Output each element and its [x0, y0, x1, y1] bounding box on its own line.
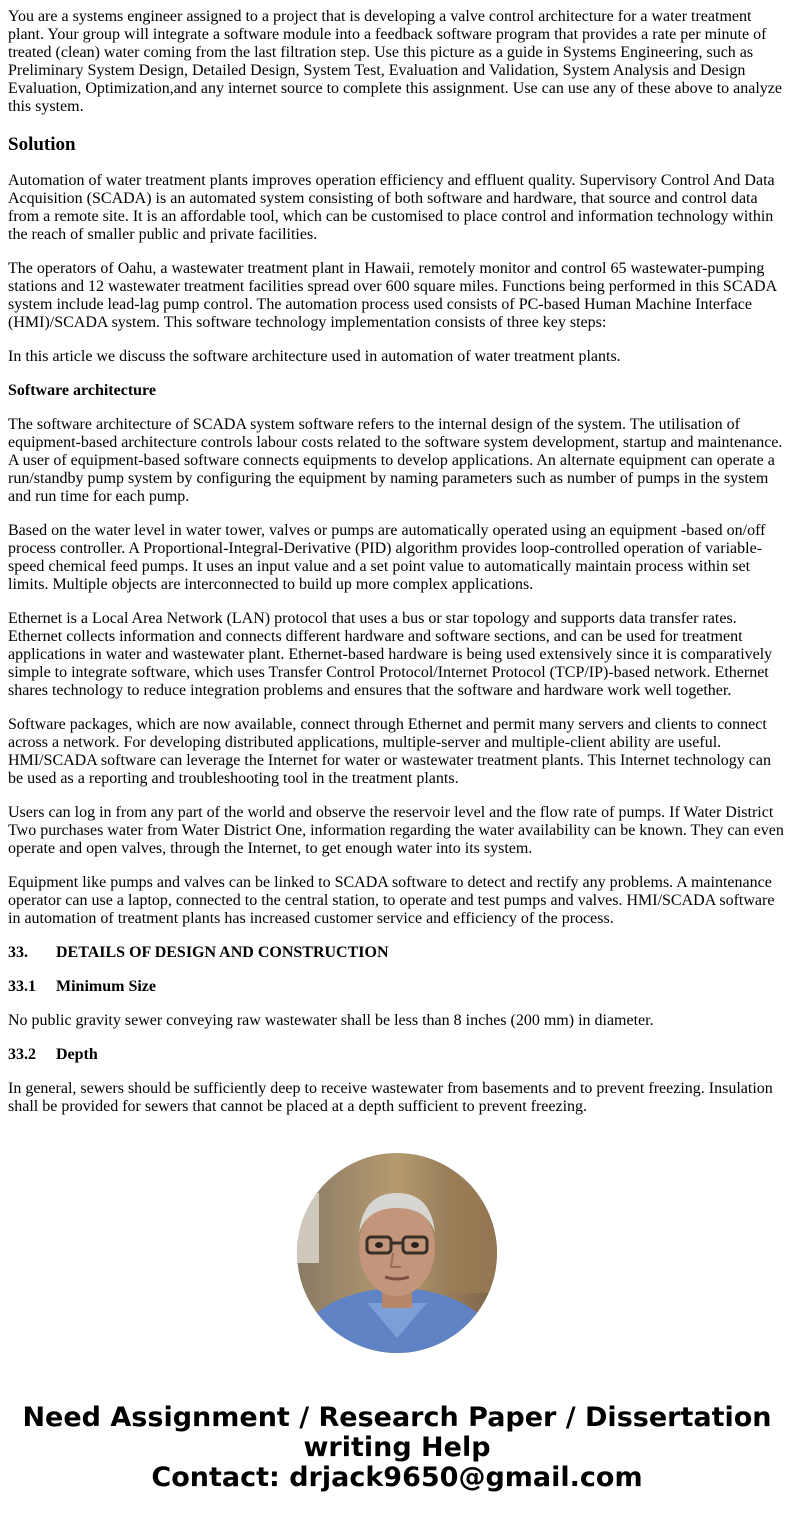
question-text: You are a systems engineer assigned to a project that is developing a valve control architecture for a water treatment plant. Your group will integrate a software module into a feedback software program that provides a rate per minute of treated (clean) water coming from the last filtration step. Use this picture as a guide in Systems Engineering, such as Preliminary System Design, Detailed Design, System Test, Evaluation and Validation, System Analysis and Design Evaluation, Optimization,and any internet source to complete this assignment. Use can use any of these above to analyze this system.	[8, 8, 782, 115]
promo-contact: Contact: drjack9650@gmail.com	[151, 1462, 643, 1493]
section-33-2-text: In general, sewers should be sufficiently deep to receive wastewater from basements and to prevent freezing. Insulation shall be provided for sewers that cannot be placed at a depth sufficient to prevent freezing.	[8, 1080, 773, 1115]
software-architecture-heading-text: Software architecture	[8, 382, 156, 399]
paragraph: Users can log in from any part of the world and observe the reservoir level and the flow rate of pumps. If Water District Two purchases water from Water District One, information regarding the water availability can be known. They can even operate and open valves, through the Internet, to get enough water into its system.	[8, 804, 784, 857]
promo-banner	[0, 1403, 794, 1493]
section-33-1-heading	[8, 978, 786, 996]
section-title: Minimum Size	[56, 978, 156, 995]
software-architecture-heading	[8, 382, 786, 400]
paragraph: Ethernet is a Local Area Network (LAN) protocol that uses a bus or star topology and supports data transfer rates. Ethernet collects information and connects different hardware and software sections, and can be used for treatment applications in water and wastewater plant. Ethernet-based hardware is being used extensively since it is comparatively simple to integrate software, which uses Transfer Control Protocol/Internet Protocol (TCP/IP)-based network. Ethernet shares technology to reduce integration problems and ensures that the software and hardware work well together.	[8, 610, 773, 699]
section-33-2-heading	[8, 1046, 786, 1064]
paragraph: Software packages, which are now available, connect through Ethernet and permit many servers and clients to connect across a network. For developing distributed applications, multiple-server and multiple-client ability are useful. HMI/SCADA software can leverage the Internet for water or wastewater treatment plants. This Internet technology can be used as a reporting and troubleshooting tool in the treatment plants.	[8, 716, 771, 787]
paragraph: Equipment like pumps and valves can be linked to SCADA software to detect and rectify any problems. A maintenance operator can use a laptop, connected to the central station, to operate and test pumps and valves. HMI/SCADA software in automation of treatment plants has increased customer service and efficiency of the process.	[8, 874, 775, 927]
section-number: 33.	[8, 944, 28, 961]
promo-line: writing Help	[303, 1432, 491, 1463]
author-avatar	[297, 1153, 497, 1353]
section-33-1-text: No public gravity sewer conveying raw wastewater shall be less than 8 inches (200 mm) in diameter.	[8, 1012, 654, 1029]
section-33-heading	[8, 944, 786, 962]
paragraph: The software architecture of SCADA system software refers to the internal design of the system. The utilisation of equipment-based architecture controls labour costs related to the software system development, startup and maintenance. A user of equipment-based software connects equipments to develop applications. An alternate equipment can operate a run/standby pump system by configuring the equipment by naming parameters such as number of pumps in the system and run time for each pump.	[8, 416, 783, 505]
solution-heading: Solution	[8, 134, 76, 155]
section-title: Depth	[56, 1046, 98, 1063]
paragraph: In this article we discuss the software architecture used in automation of water treatment plants.	[8, 348, 621, 365]
paragraph: The operators of Oahu, a wastewater treatment plant in Hawaii, remotely monitor and control 65 wastewater-pumping stations and 12 wastewater treatment facilities spread over 600 square miles. Functions being performed in this SCADA system include lead-lag pump control. The automation process used consists of PC-based Human Machine Interface (HMI)/SCADA system. This software technology implementation consists of three key steps:	[8, 260, 777, 331]
section-number: 33.1	[8, 978, 36, 995]
section-number: 33.2	[8, 1046, 36, 1063]
paragraph: Based on the water level in water tower, valves or pumps are automatically operated using an equipment -based on/off process controller. A Proportional-Integral-Derivative (PID) algorithm provides loop-controlled operation of variable-speed chemical feed pumps. It uses an input value and a set point value to automatically maintain process within set limits. Multiple objects are interconnected to build up more complex applications.	[8, 522, 766, 593]
paragraph: Automation of water treatment plants improves operation efficiency and effluent quality. Supervisory Control And Data Acquisition (SCADA) is an automated system consisting of both software and hardware, that source and control data from a remote site. It is an affordable tool, which can be customised to place control and information technology within the reach of smaller public and private facilities.	[8, 172, 775, 243]
promo-line: Need Assignment / Research Paper / Dissertation	[22, 1402, 772, 1433]
section-title: DETAILS OF DESIGN AND CONSTRUCTION	[56, 944, 389, 961]
author-portrait-image	[297, 1153, 497, 1353]
